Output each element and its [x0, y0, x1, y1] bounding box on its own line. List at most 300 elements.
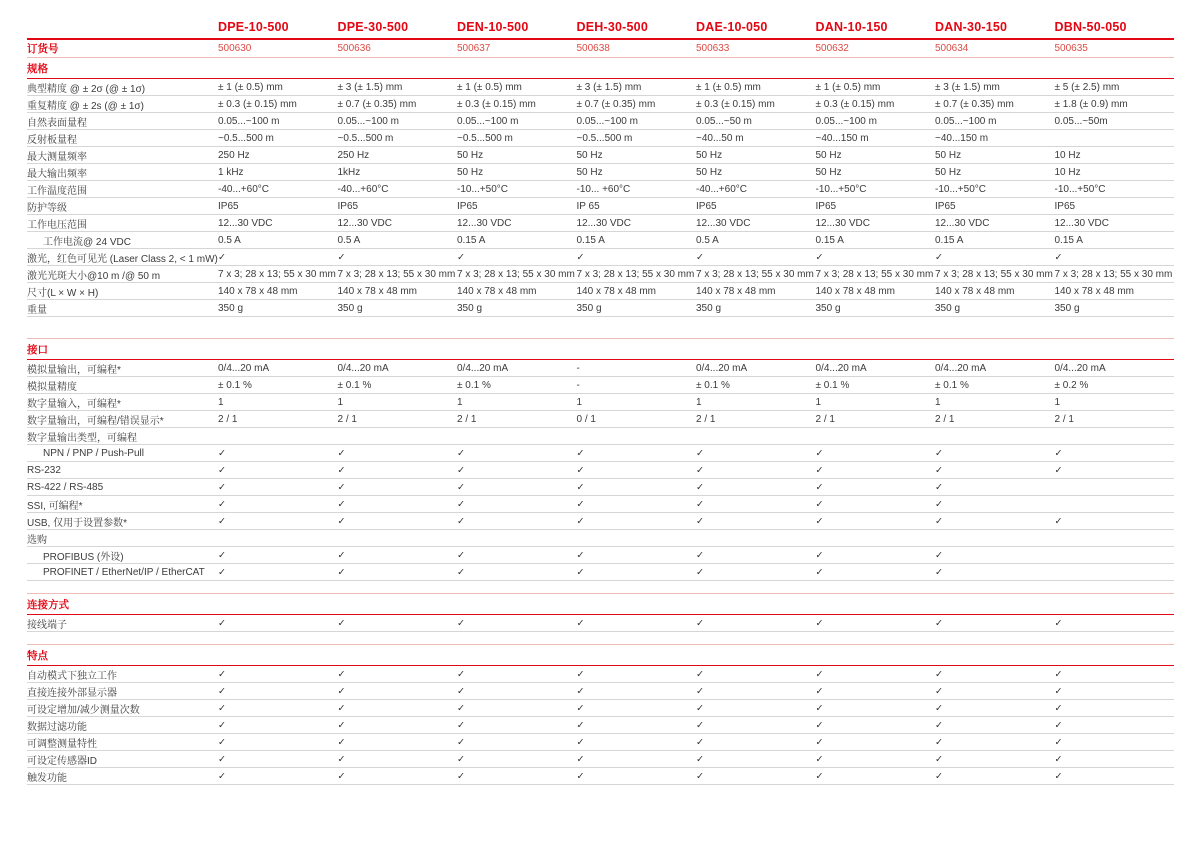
order-number: 500632: [815, 43, 849, 54]
spec-row: [27, 513, 1174, 530]
check-icon: ✓: [218, 736, 226, 748]
value-cell: ± 0.1 %: [696, 379, 730, 391]
row-label: 工作电压范围: [27, 219, 87, 231]
row-label: 可设定传感器ID: [27, 755, 97, 767]
spec-row: [27, 734, 1174, 751]
value-cell: 50 Hz: [576, 149, 603, 161]
check-icon: ✓: [337, 566, 346, 578]
value-cell: ± 0.1 %: [457, 379, 491, 391]
row-label: RS-232: [27, 464, 61, 476]
check-icon: ✓: [337, 668, 346, 680]
check-icon: ✓: [935, 251, 943, 263]
value-cell: -: [576, 379, 580, 391]
check-icon: ✓: [576, 736, 585, 748]
order-number: 500637: [457, 43, 491, 54]
spec-row: [27, 249, 1174, 266]
check-icon: ✓: [1054, 251, 1063, 263]
check-icon: ✓: [815, 736, 824, 748]
order-number: 500633: [696, 43, 730, 54]
value-cell: 0/4...20 mA: [1054, 362, 1106, 374]
spec-row: [27, 79, 1174, 96]
value-cell: 140 x 78 x 48 mm: [815, 285, 895, 297]
value-cell: ± 1 (± 0.5) mm: [218, 81, 283, 93]
check-icon: ✓: [1054, 515, 1063, 527]
order-number: 500638: [576, 43, 610, 54]
check-icon: ✓: [1054, 753, 1063, 765]
value-cell: ± 3 (± 1.5) mm: [576, 81, 642, 93]
check-icon: ✓: [337, 719, 346, 731]
value-cell: 350 g: [935, 302, 961, 314]
value-cell: 50 Hz: [815, 166, 842, 178]
check-icon: ✓: [935, 668, 943, 680]
value-cell: 12...30 VDC: [337, 217, 392, 229]
value-cell: ~0.5...500 m: [457, 132, 513, 144]
value-cell: ± 1 (± 0.5) mm: [457, 81, 522, 93]
check-icon: ✓: [935, 515, 943, 527]
value-cell: 50 Hz: [696, 149, 723, 161]
check-icon: ✓: [815, 464, 824, 476]
row-label: USB, 仅用于设置参数*: [27, 517, 128, 529]
value-cell: 350 g: [576, 302, 602, 314]
value-cell: ± 0.7 (± 0.35) mm: [576, 98, 656, 110]
value-cell: 7 x 3; 28 x 13; 55 x 30 mm: [337, 268, 456, 280]
check-icon: ✓: [696, 498, 704, 510]
value-cell: 0.15 A: [815, 234, 844, 246]
value-cell: 7 x 3; 28 x 13; 55 x 30 mm: [935, 268, 1053, 280]
value-cell: 2 / 1: [218, 413, 238, 425]
row-label: 激光光斑大小@10 m /@ 50 m: [27, 270, 161, 282]
order-number: 500630: [218, 43, 252, 54]
spec-row: [27, 479, 1174, 496]
value-cell: 250 Hz: [218, 149, 250, 161]
value-cell: 12...30 VDC: [218, 217, 273, 229]
value-cell: ± 0.1 %: [218, 379, 252, 391]
value-cell: IP65: [457, 200, 478, 212]
check-icon: ✓: [218, 251, 226, 263]
value-cell: IP65: [337, 200, 359, 212]
check-icon: ✓: [576, 566, 585, 578]
value-cell: 0.05...~100 m: [457, 115, 519, 127]
value-cell: 7 x 3; 28 x 13; 55 x 30 mm: [696, 268, 814, 280]
value-cell: -: [576, 362, 580, 374]
check-icon: ✓: [457, 566, 465, 578]
spec-row: [27, 717, 1174, 734]
value-cell: 0.15 A: [935, 234, 964, 246]
check-icon: ✓: [696, 566, 704, 578]
check-icon: ✓: [457, 464, 465, 476]
value-cell: 7 x 3; 28 x 13; 55 x 30 mm: [1054, 268, 1173, 280]
product-name: DEN-10-500: [457, 20, 529, 34]
check-icon: ✓: [576, 685, 585, 697]
row-label: 可设定增加/减少测量次数: [27, 704, 140, 716]
check-icon: ✓: [457, 617, 465, 629]
check-icon: ✓: [337, 251, 346, 263]
row-label: RS-422 / RS-485: [27, 481, 104, 493]
spec-row: [27, 215, 1174, 232]
check-icon: ✓: [696, 702, 704, 714]
check-icon: ✓: [218, 481, 226, 493]
check-icon: ✓: [576, 617, 585, 629]
value-cell: 12...30 VDC: [935, 217, 990, 229]
check-icon: ✓: [576, 753, 585, 765]
value-cell: 140 x 78 x 48 mm: [935, 285, 1015, 297]
value-cell: 0.5 A: [696, 234, 719, 246]
check-icon: ✓: [815, 668, 824, 680]
value-cell: -10...+50°C: [457, 183, 508, 195]
product-header-row: [27, 20, 1174, 40]
value-cell: 350 g: [457, 302, 483, 314]
value-cell: 7 x 3; 28 x 13; 55 x 30 mm: [815, 268, 934, 280]
row-label: 接线端子: [27, 619, 67, 631]
check-icon: ✓: [337, 549, 346, 561]
spec-row: [27, 445, 1174, 462]
value-cell: 50 Hz: [457, 149, 484, 161]
check-icon: ✓: [218, 719, 226, 731]
value-cell: 0/4...20 mA: [935, 362, 987, 374]
section-specs: [27, 57, 1174, 317]
value-cell: 350 g: [218, 302, 244, 314]
row-label: 激光，红色可见光 (Laser Class 2, < 1 mW): [27, 253, 218, 265]
spec-row: [27, 683, 1174, 700]
spec-row: [27, 394, 1174, 411]
spec-row: [27, 496, 1174, 513]
value-cell: 50 Hz: [935, 149, 962, 161]
row-label: 选购: [27, 534, 47, 546]
row-label: 数字量输出类型，可编程: [27, 432, 137, 444]
spec-row: [27, 411, 1174, 428]
product-name: DAN-30-150: [935, 20, 1008, 34]
value-cell: ± 0.3 (± 0.15) mm: [457, 98, 536, 110]
value-cell: 0.5 A: [218, 234, 241, 246]
value-cell: 0.05...~100 m: [576, 115, 638, 127]
product-name: DPE-10-500: [218, 20, 289, 34]
check-icon: ✓: [815, 685, 824, 697]
value-cell: 1: [337, 396, 344, 408]
spec-row: [27, 615, 1174, 632]
product-name: DPE-30-500: [337, 20, 409, 34]
value-cell: 350 g: [337, 302, 363, 314]
check-icon: ✓: [696, 549, 704, 561]
check-icon: ✓: [935, 481, 943, 493]
value-cell: IP65: [696, 200, 717, 212]
value-cell: -10...+50°C: [935, 183, 986, 195]
check-icon: ✓: [337, 736, 346, 748]
check-icon: ✓: [576, 770, 585, 782]
check-icon: ✓: [457, 668, 465, 680]
check-icon: ✓: [457, 549, 465, 561]
check-icon: ✓: [815, 753, 824, 765]
check-icon: ✓: [696, 481, 704, 493]
value-cell: 140 x 78 x 48 mm: [576, 285, 656, 297]
value-cell: -10... +60°C: [576, 183, 631, 195]
check-icon: ✓: [337, 702, 346, 714]
value-cell: 1: [696, 396, 702, 408]
check-icon: ✓: [935, 702, 943, 714]
order-number-row: [27, 40, 1174, 57]
check-icon: ✓: [815, 515, 824, 527]
check-icon: ✓: [218, 668, 226, 680]
value-cell: 0.15 A: [576, 234, 605, 246]
value-cell: ± 0.3 (± 0.15) mm: [815, 98, 895, 110]
value-cell: 2 / 1: [457, 413, 477, 425]
spec-row: [27, 266, 1174, 283]
check-icon: ✓: [457, 498, 465, 510]
check-icon: ✓: [576, 719, 585, 731]
check-icon: ✓: [815, 549, 824, 561]
value-cell: 250 Hz: [337, 149, 370, 161]
check-icon: ✓: [457, 770, 465, 782]
check-icon: ✓: [935, 549, 943, 561]
check-icon: ✓: [337, 617, 346, 629]
spec-row: [27, 283, 1174, 300]
value-cell: -10...+50°C: [815, 183, 867, 195]
row-label: 数字量输入，可编程*: [27, 398, 121, 410]
check-icon: ✓: [576, 481, 585, 493]
value-cell: 50 Hz: [696, 166, 723, 178]
value-cell: 0.15 A: [1054, 234, 1083, 246]
value-cell: IP65: [1054, 200, 1076, 212]
check-icon: ✓: [1054, 617, 1063, 629]
value-cell: ± 0.1 %: [337, 379, 372, 391]
value-cell: 140 x 78 x 48 mm: [218, 285, 298, 297]
value-cell: ± 1 (± 0.5) mm: [696, 81, 761, 93]
check-icon: ✓: [576, 464, 585, 476]
check-icon: ✓: [935, 753, 943, 765]
check-icon: ✓: [815, 770, 824, 782]
spec-row: [27, 751, 1174, 768]
spec-row: [27, 768, 1174, 785]
value-cell: ± 0.7 (± 0.35) mm: [935, 98, 1014, 110]
row-label: 重复精度 @ ± 2s (@ ± 1σ): [27, 100, 144, 112]
check-icon: ✓: [457, 515, 465, 527]
check-icon: ✓: [696, 736, 704, 748]
value-cell: 7 x 3; 28 x 13; 55 x 30 mm: [576, 268, 695, 280]
row-label: 直接连接外部显示器: [27, 687, 117, 699]
check-icon: ✓: [457, 251, 465, 263]
check-icon: ✓: [218, 464, 226, 476]
value-cell: 1: [1054, 396, 1061, 408]
row-label: SSI, 可编程*: [27, 500, 83, 512]
value-cell: 12...30 VDC: [815, 217, 870, 229]
spec-row: [27, 130, 1174, 147]
check-icon: ✓: [337, 770, 346, 782]
row-label: 尺寸(L × W × H): [27, 287, 99, 299]
value-cell: 2 / 1: [696, 413, 716, 425]
check-icon: ✓: [815, 447, 824, 459]
row-label: PROFIBUS (外设): [43, 551, 124, 563]
check-icon: ✓: [696, 447, 704, 459]
check-icon: ✓: [457, 685, 465, 697]
check-icon: ✓: [1054, 719, 1063, 731]
check-icon: ✓: [218, 770, 226, 782]
check-icon: ✓: [696, 668, 704, 680]
value-cell: 1: [815, 396, 822, 408]
check-icon: ✓: [1054, 447, 1063, 459]
value-cell: 140 x 78 x 48 mm: [696, 285, 776, 297]
check-icon: ✓: [457, 481, 465, 493]
value-cell: 12...30 VDC: [576, 217, 631, 229]
value-cell: 2 / 1: [1054, 413, 1074, 425]
value-cell: ± 0.1 %: [935, 379, 969, 391]
value-cell: IP65: [935, 200, 956, 212]
check-icon: ✓: [815, 617, 824, 629]
value-cell: 0.5 A: [337, 234, 361, 246]
value-cell: 1: [576, 396, 583, 408]
value-cell: ± 5 (± 2.5) mm: [1054, 81, 1120, 93]
subsection-row: [27, 530, 1174, 547]
check-icon: ✓: [457, 702, 465, 714]
check-icon: ✓: [696, 464, 704, 476]
order-number: 500634: [935, 43, 969, 54]
check-icon: ✓: [1054, 702, 1063, 714]
check-icon: ✓: [576, 447, 585, 459]
check-icon: ✓: [218, 566, 226, 578]
value-cell: IP65: [815, 200, 837, 212]
value-cell: 0.05...~100 m: [935, 115, 997, 127]
check-icon: ✓: [696, 753, 704, 765]
value-cell: 140 x 78 x 48 mm: [337, 285, 417, 297]
value-cell: -40...+60°C: [218, 183, 269, 195]
spec-row: [27, 113, 1174, 130]
spec-row: [27, 198, 1174, 215]
check-icon: ✓: [1054, 668, 1063, 680]
value-cell: ± 3 (± 1.5) mm: [935, 81, 1000, 93]
row-label: 模拟量精度: [27, 381, 77, 393]
check-icon: ✓: [696, 770, 704, 782]
value-cell: 1: [218, 396, 224, 408]
value-cell: 12...30 VDC: [457, 217, 512, 229]
check-icon: ✓: [337, 498, 346, 510]
spec-table: [27, 20, 1174, 785]
check-icon: ✓: [457, 736, 465, 748]
product-name: DBN-50-050: [1054, 20, 1127, 34]
subsection-row: [27, 428, 1174, 445]
value-cell: 140 x 78 x 48 mm: [457, 285, 537, 297]
row-label: 重量: [27, 304, 47, 316]
spec-row: [27, 666, 1174, 683]
value-cell: 50 Hz: [576, 166, 603, 178]
row-label: 典型精度 @ ± 2σ (@ ± 1σ): [27, 83, 146, 95]
spec-row: [27, 300, 1174, 317]
check-icon: ✓: [935, 685, 943, 697]
check-icon: ✓: [218, 753, 226, 765]
check-icon: ✓: [696, 617, 704, 629]
value-cell: ~40...150 m: [815, 132, 869, 144]
check-icon: ✓: [457, 447, 465, 459]
check-icon: ✓: [218, 685, 226, 697]
check-icon: ✓: [218, 702, 226, 714]
check-icon: ✓: [1054, 464, 1063, 476]
value-cell: -40...+60°C: [337, 183, 389, 195]
check-icon: ✓: [696, 719, 704, 731]
check-icon: ✓: [218, 498, 226, 510]
spec-row: [27, 547, 1174, 564]
section-title-connection: 连接方式: [27, 593, 1174, 615]
value-cell: 350 g: [1054, 302, 1080, 314]
row-label: 触发功能: [27, 772, 67, 784]
section-title-specs: 规格: [27, 57, 1174, 79]
value-cell: 50 Hz: [815, 149, 842, 161]
order-number: 500636: [337, 43, 371, 54]
check-icon: ✓: [1054, 736, 1063, 748]
check-icon: ✓: [935, 464, 943, 476]
value-cell: ± 0.1 %: [815, 379, 850, 391]
check-icon: ✓: [576, 515, 585, 527]
value-cell: 10 Hz: [1054, 149, 1081, 161]
spec-row: [27, 360, 1174, 377]
section-title-interface: 接口: [27, 338, 1174, 360]
row-label: 可调整测量特性: [27, 738, 97, 750]
value-cell: ± 0.7 (± 0.35) mm: [337, 98, 417, 110]
check-icon: ✓: [457, 719, 465, 731]
value-cell: 0/4...20 mA: [218, 362, 270, 374]
value-cell: 0.05...~50 m: [696, 115, 752, 127]
value-cell: 12...30 VDC: [1054, 217, 1109, 229]
value-cell: 1kHz: [337, 166, 361, 178]
check-icon: ✓: [815, 566, 824, 578]
check-icon: ✓: [815, 251, 824, 263]
value-cell: 12...30 VDC: [696, 217, 751, 229]
value-cell: 0/4...20 mA: [457, 362, 509, 374]
value-cell: 10 Hz: [1054, 166, 1081, 178]
value-cell: IP 65: [576, 200, 600, 212]
spec-row: [27, 96, 1174, 113]
value-cell: 7 x 3; 28 x 13; 55 x 30 mm: [218, 268, 336, 280]
spec-row: [27, 462, 1174, 479]
value-cell: ± 3 (± 1.5) mm: [337, 81, 403, 93]
value-cell: ~0.5...500 m: [576, 132, 633, 144]
value-cell: 50 Hz: [935, 166, 962, 178]
row-label: 数字量输出，可编程/错误显示*: [27, 415, 164, 427]
check-icon: ✓: [218, 447, 226, 459]
value-cell: 140 x 78 x 48 mm: [1054, 285, 1134, 297]
check-icon: ✓: [935, 447, 943, 459]
value-cell: 2 / 1: [935, 413, 955, 425]
check-icon: ✓: [935, 566, 943, 578]
check-icon: ✓: [576, 668, 585, 680]
check-icon: ✓: [935, 736, 943, 748]
row-label: NPN / PNP / Push-Pull: [43, 447, 144, 459]
value-cell: 350 g: [815, 302, 841, 314]
check-icon: ✓: [576, 702, 585, 714]
row-label: 自然表面量程: [27, 117, 87, 129]
value-cell: ~0.5...500 m: [337, 132, 394, 144]
value-cell: 0/4...20 mA: [815, 362, 867, 374]
order-row-label: 订货号: [27, 43, 59, 55]
check-icon: ✓: [935, 770, 943, 782]
value-cell: 1: [457, 396, 463, 408]
product-name: DAN-10-150: [815, 20, 888, 34]
value-cell: ± 0.3 (± 0.15) mm: [696, 98, 775, 110]
spec-row: [27, 164, 1174, 181]
section-interface: [27, 338, 1174, 581]
value-cell: ~0.5...500 m: [218, 132, 274, 144]
row-label: 数据过滤功能: [27, 721, 87, 733]
value-cell: IP65: [218, 200, 239, 212]
check-icon: ✓: [935, 719, 943, 731]
check-icon: ✓: [1054, 770, 1063, 782]
spec-row: [27, 232, 1174, 249]
row-label: 防护等级: [27, 202, 67, 214]
spec-row: [27, 564, 1174, 581]
check-icon: ✓: [576, 498, 585, 510]
row-label: 最大输出频率: [27, 168, 87, 180]
row-label: 工作电流@ 24 VDC: [43, 236, 131, 248]
row-label: 反射板量程: [27, 134, 77, 146]
check-icon: ✓: [337, 685, 346, 697]
product-name: DEH-30-500: [576, 20, 648, 34]
value-cell: -10...+50°C: [1054, 183, 1106, 195]
